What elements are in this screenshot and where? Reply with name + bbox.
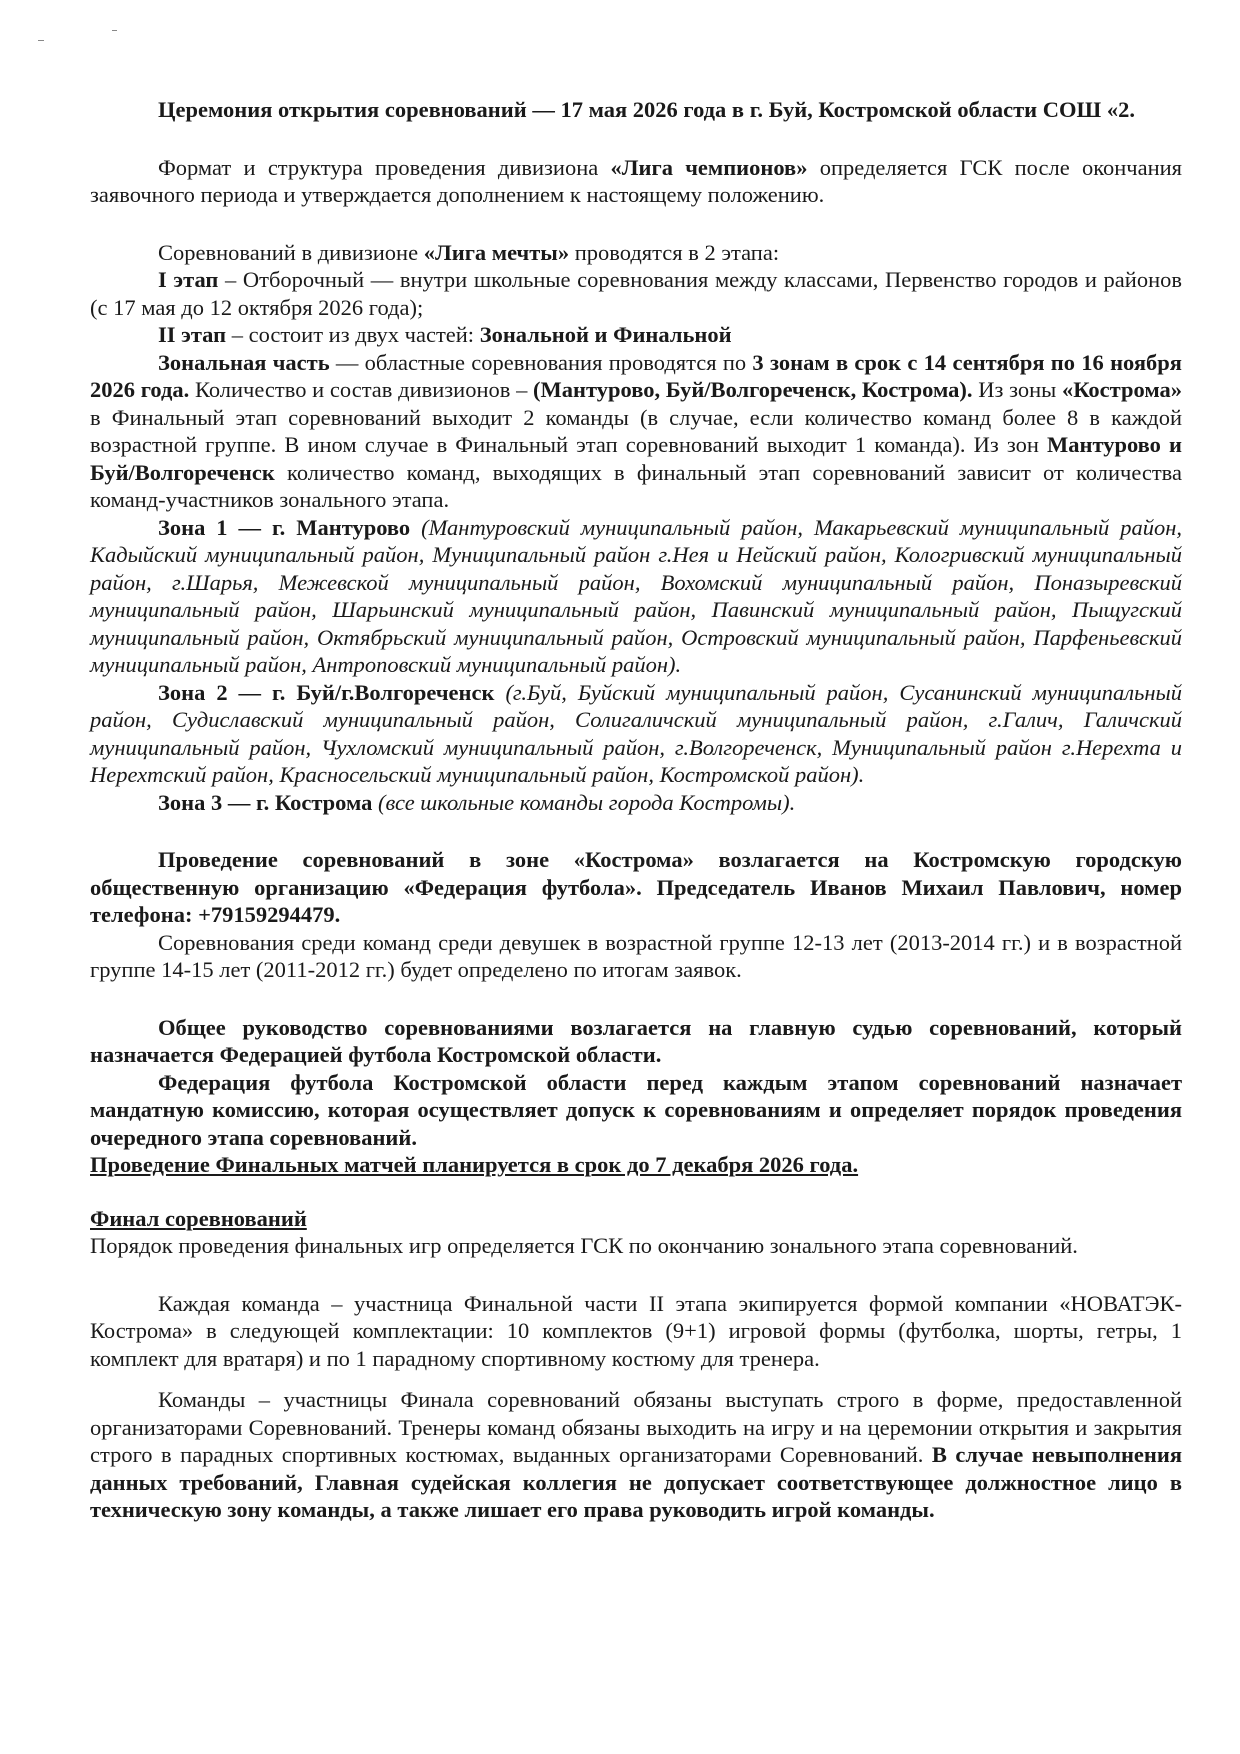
bold-run: Зональная часть [158,349,330,375]
bold-run: Зона 1 — г. Мантурово [158,514,411,540]
text-run: проводятся в 2 этапа: [569,239,780,265]
paragraph [90,929,1182,984]
bold-run: Федерация футбола Костромской области перед каждым этапом соревнований назначает мандатную комиссию, которая осуществляет допуск к соревнованиям и определяет порядок проведения очередного этапа соревнований. [90,1069,1182,1150]
scan-speck [112,30,117,31]
paragraph [90,1069,1182,1152]
bold-run: «Лига чемпионов» [610,154,808,180]
bold-run: 3 зонам в срок с 14 сентября по 16 ноября 2026 года. [90,349,1182,402]
scan-speck [38,40,44,41]
italic-run: (все школьные команды города Костромы). [372,789,796,815]
text-run: Формат и структура проведения дивизиона [158,154,611,180]
bold-run: I этап [158,267,219,292]
paragraph [90,96,1182,124]
paragraph [90,679,1182,789]
bold-run: (Мантурово, Буй/Волгореченск, Кострома). [533,377,973,402]
paragraph [90,846,1182,929]
text-run: Порядок проведения финальных игр определяется ГСК по окончанию зонального этапа соревнований. [90,1233,1078,1258]
bold-run: «Кострома» [1061,377,1182,402]
paragraph [90,349,1182,514]
paragraph [90,1205,1182,1233]
paragraph [90,321,1182,349]
text-run: Команды – участницы Финала соревнований обязаны выступать строго в форме, предоставленной организаторами Соревнований. Тренеры команд обязаны выходить на игру и на церемонии открытия и закрытия строго в парадных спортивных костюмах, выданных организаторами Соревнований. [90,1387,1182,1467]
paragraph [90,239,1182,267]
text-run: — областные соревнования проводятся по [329,349,753,375]
bold-run: Зона 2 — г. Буй/г.Волгореченск [158,679,495,705]
text-run: определяется ГСК после окончания заявочного периода и утверждается дополнением к настоящему положению. [90,154,1183,207]
paragraph [90,1014,1182,1069]
text-run: Соревнований в дивизионе [158,239,424,265]
paragraph [90,1386,1182,1524]
paragraph [90,1151,1182,1179]
paragraph [90,1290,1182,1373]
text-run: – состоит из двух частей: [226,322,480,347]
bold-run: В случае невыполнения данных требований, Главная судейская коллегия не допускает соответствующее должностное лицо в техническую зону команды, а также лишает его права руководить игрой команды. [90,1442,1182,1522]
text-run: количество команд, выходящих в финальный этап соревнований зависит от количества команд-участников зонального этапа. [90,459,1182,512]
italic-run: (г.Буй, Буйский муниципальный район, Сусанинский муниципальный район, Судиславский муниципальный район, Солигаличский муниципальный район, г.Галич, Галичский муниципальный район, Чухломский муниципальный район, г.Волгореченск, Муниципальный район г.Нерехта и Нерехтский район, Красносельский муниципальный район, Костромской район). [90,679,1183,787]
bold-run: Зона 3 — г. Кострома [158,789,373,815]
text-run: Количество и состав дивизионов – [189,377,534,402]
paragraph [90,1232,1182,1260]
bold-run: Церемония открытия соревнований — 17 мая 2026 года в г. Буй, Костромской области СОШ «2. [158,97,1135,122]
paragraph [90,154,1182,209]
document-page [90,96,1182,1524]
text-run: Соревнования среди команд среди девушек в возрастной группе 12-13 лет (2013-2014 гг.) и в возрастной группе 14-15 лет (2011-2012 гг.) будет определено по итогам заявок. [90,929,1182,982]
paragraph [90,789,1182,817]
bold-run: Проведение соревнований в зоне «Кострома» возлагается на Костромскую городскую общественную организацию «Федерация футбола». Председатель Иванов Михаил Павлович, номер телефона: +79159294479. [90,847,1182,927]
italic-run: (Мантуровский муниципальный район, Макарьевский муниципальный район, Кадыйский муниципальный район, Муниципальный район г.Нея и Нейский район, Кологривский муниципальный район, г.Шарья, Межевской муниципальный район, Вохомский муниципальный район, Поназыревский муниципальный район, Шарьинский муниципальный район, Павинский муниципальный район, Пыщугский муниципальный район, Октябрьский муниципальный район, Островский муниципальный район, Парфеньевский муниципальный район, Антроповский муниципальный район). [90,514,1182,677]
bold-run: Мантурово и Буй/Волгореченск [90,432,1182,485]
text-run: Каждая команда – участница Финальной части II этапа экипируется формой компании «НОВАТЭК-Кострома» в следующей комплектации: 10 комплектов (9+1) игровой формы (футболка, шорты, гетры, 1 комплект для вратаря) и по 1 парадному спортивному костюму для тренера. [90,1290,1182,1371]
bold-run: Общее руководство соревнованиями возлагается на главную судью соревнований, который назначается Федерацией футбола Костромской области. [90,1014,1182,1067]
paragraph [90,266,1182,321]
paragraph [90,514,1182,679]
bold-run: II этап [158,322,227,347]
text-run: в Финальный этап соревнований выходит 2 команды (в случае, если количество команд более 8 в каждой возрастной группе. В ином случае в Финальный этап соревнований выходит 1 команда). Из зон [90,404,1182,457]
bold-run: «Лига мечты» [423,239,570,265]
bold-run: Зональной и Финальной [479,322,732,347]
text-run: Из зоны [972,377,1062,402]
bold-underlined-run: Финал соревнований [90,1205,307,1231]
bold-underlined-run: Проведение Финальных матчей планируется в срок до 7 декабря 2026 года. [90,1152,859,1177]
text-run: – Отборочный — внутри школьные соревнования между классами, Первенство городов и районов (с 17 мая до 12 октября 2026 года); [90,267,1183,320]
